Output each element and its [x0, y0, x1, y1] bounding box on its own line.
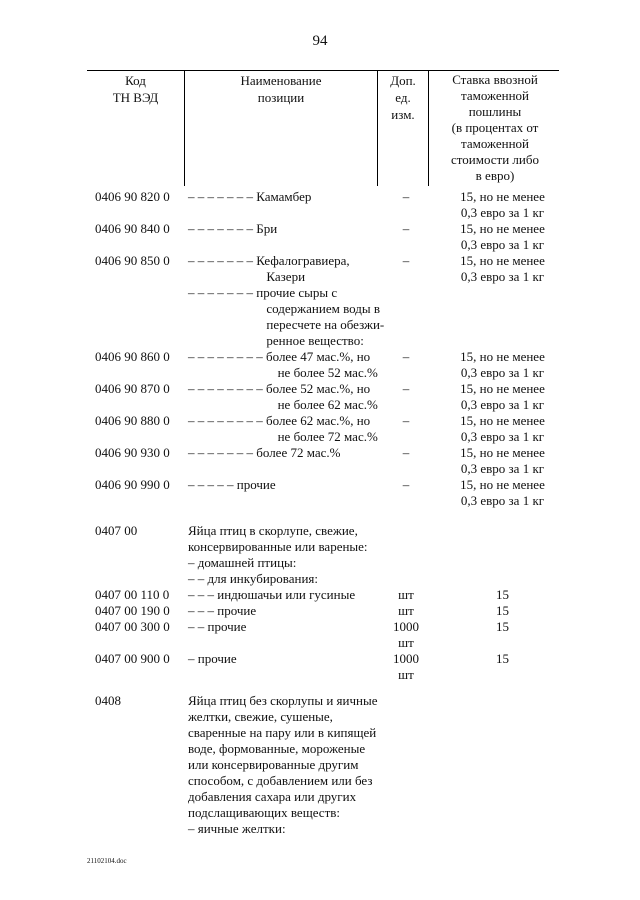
additional-unit	[381, 587, 431, 603]
additional-unit-line: –	[402, 445, 410, 460]
table-row	[0, 221, 640, 253]
additional-unit-line: 1000	[393, 651, 419, 666]
table-row	[0, 349, 640, 381]
tnved-code: 0406 90 870 0	[95, 381, 170, 396]
header-rate-line: Ставка ввозной	[452, 72, 538, 87]
position-name	[188, 587, 393, 603]
duty-rate-line: 15, но не менее	[460, 221, 545, 236]
position-name	[188, 253, 393, 285]
header-rate-line: пошлины	[468, 104, 522, 119]
position-name-line: – – – – – прочие	[188, 477, 276, 492]
duty-rate-line: 15, но не менее	[460, 189, 545, 204]
header-code-line: ТН ВЭД	[112, 90, 159, 105]
tnved-code: 0406 90 930 0	[95, 445, 170, 460]
duty-rate-line: 0,3 евро за 1 кг	[460, 269, 545, 284]
position-name	[188, 603, 393, 619]
duty-rate	[440, 221, 565, 253]
position-name-line: – – – – – – – Кефалогравиера,	[188, 253, 350, 268]
table-row	[0, 413, 640, 445]
header-rate-line: стоимости либо	[450, 152, 539, 167]
position-name-line: – – – – – – – – более 47 мас.%, но	[188, 349, 371, 364]
duty-rate-line: 0,3 евро за 1 кг	[460, 493, 545, 508]
position-name-line: – яичные желтки:	[188, 821, 286, 836]
table-row	[0, 285, 640, 349]
additional-unit-line: шт	[398, 587, 414, 602]
header-name-line: позиции	[257, 90, 305, 105]
duty-rate-line: 15, но не менее	[460, 381, 545, 396]
header-rate-line: таможенной	[461, 136, 529, 151]
position-name	[188, 349, 393, 381]
position-name	[188, 651, 393, 667]
duty-rate-line: 0,3 евро за 1 кг	[460, 461, 545, 476]
additional-unit-line: –	[402, 253, 410, 268]
position-name-line: ренное вещество:	[266, 333, 364, 348]
additional-unit-line: –	[402, 221, 410, 236]
duty-rate	[440, 603, 565, 619]
position-name-line: – – прочие	[188, 619, 247, 634]
page-number: 94	[312, 33, 328, 49]
position-name-line: консервированные или вареные:	[188, 539, 368, 554]
duty-rate-line: 15, но не менее	[460, 349, 545, 364]
duty-rate	[440, 651, 565, 667]
header-code-line: Код	[125, 73, 146, 88]
tnved-code: 0408	[95, 693, 121, 708]
position-name-line: – – – индюшачьи или гусиные	[188, 587, 356, 602]
tnved-code: 0406 90 850 0	[95, 253, 170, 268]
additional-unit	[381, 445, 431, 461]
position-name-line: – – – – – – – – более 52 мас.%, но	[188, 381, 371, 396]
table-row	[0, 477, 640, 509]
additional-unit-line: шт	[398, 603, 414, 618]
header-rate	[429, 72, 561, 184]
duty-rate	[440, 349, 565, 381]
duty-rate-line: 15	[496, 587, 509, 602]
duty-rate-line: 15, но не менее	[460, 477, 545, 492]
tnved-code: 0406 90 840 0	[95, 221, 170, 236]
duty-rate-line: 0,3 евро за 1 кг	[460, 205, 545, 220]
duty-rate-line: 0,3 евро за 1 кг	[460, 365, 545, 380]
additional-unit-line: шт	[398, 667, 414, 682]
position-name-line: – – – – – – – более 72 мас.%	[188, 445, 341, 460]
position-name-line: Яйца птиц в скорлупе, свежие,	[188, 523, 358, 538]
position-name	[188, 619, 393, 635]
additional-unit	[381, 349, 431, 365]
tnved-code: 0406 90 820 0	[95, 189, 170, 204]
tnved-code: 0406 90 990 0	[95, 477, 170, 492]
position-name-line: содержанием воды в	[266, 301, 380, 316]
header-rate-line: (в процентах от	[451, 120, 539, 135]
tnved-code: 0407 00 190 0	[95, 603, 170, 618]
position-name	[188, 413, 393, 445]
position-name-line: – – – – – – – – более 62 мас.%, но	[188, 413, 371, 428]
document-filename: 21102104.doc	[87, 857, 127, 865]
tariff-table-body	[0, 189, 640, 837]
table-row	[0, 445, 640, 477]
position-name	[188, 285, 393, 349]
duty-rate	[440, 253, 565, 285]
duty-rate-line: 15	[496, 619, 509, 634]
position-name	[188, 381, 393, 413]
duty-rate-line: 15	[496, 603, 509, 618]
additional-unit	[381, 413, 431, 429]
position-name-line: пересчете на обезжи-	[266, 317, 385, 332]
header-unit	[378, 72, 428, 123]
position-name	[188, 523, 393, 587]
header-code	[87, 72, 184, 106]
position-name-line: – прочие	[188, 651, 237, 666]
header-unit-line: ед.	[395, 90, 411, 105]
duty-rate	[440, 189, 565, 221]
additional-unit-line: –	[402, 413, 410, 428]
table-row	[0, 693, 640, 837]
position-name	[188, 693, 393, 837]
position-name-line: воде, формованные, мороженые	[188, 741, 366, 756]
additional-unit-line: –	[402, 349, 410, 364]
duty-rate	[440, 445, 565, 477]
position-name-line: Яйца птиц без скорлупы и яичные	[188, 693, 378, 708]
additional-unit	[381, 221, 431, 237]
table-row	[0, 253, 640, 285]
duty-rate-line: 15, но не менее	[460, 253, 545, 268]
additional-unit-line: –	[402, 477, 410, 492]
additional-unit	[381, 189, 431, 205]
position-name-line: – домашней птицы:	[188, 555, 297, 570]
position-name-line: – – – – – – – прочие сыры с	[188, 285, 338, 300]
table-row	[0, 523, 640, 587]
tnved-code: 0407 00 300 0	[95, 619, 170, 634]
duty-rate	[440, 619, 565, 635]
additional-unit-line: шт	[398, 635, 414, 650]
position-name	[188, 445, 393, 461]
tnved-code: 0407 00 900 0	[95, 651, 170, 666]
additional-unit	[381, 253, 431, 269]
header-unit-line: изм.	[391, 107, 415, 122]
tnved-code: 0406 90 880 0	[95, 413, 170, 428]
additional-unit-line: –	[402, 381, 410, 396]
position-name-line: не более 72 мас.%	[277, 429, 378, 444]
additional-unit-line: 1000	[393, 619, 419, 634]
table-row	[0, 651, 640, 683]
additional-unit	[381, 477, 431, 493]
duty-rate	[440, 381, 565, 413]
additional-unit-line: –	[402, 189, 410, 204]
position-name-line: Казери	[266, 269, 306, 284]
position-name-line: – – – прочие	[188, 603, 257, 618]
additional-unit	[381, 619, 431, 651]
header-unit-line: Доп.	[390, 73, 416, 88]
table-row	[0, 381, 640, 413]
table-row	[0, 587, 640, 603]
duty-rate-line: 15	[496, 651, 509, 666]
table-top-rule	[87, 70, 559, 71]
position-name	[188, 221, 393, 237]
table-row	[0, 603, 640, 619]
additional-unit	[381, 603, 431, 619]
additional-unit	[381, 381, 431, 397]
header-rate-line: в евро)	[475, 168, 515, 183]
position-name-line: – – – – – – – Бри	[188, 221, 278, 236]
tnved-code: 0406 90 860 0	[95, 349, 170, 364]
header-name	[185, 72, 377, 106]
position-name-line: не более 52 мас.%	[277, 365, 378, 380]
position-name	[188, 477, 393, 493]
position-name-line: сваренные на пару или в кипящей	[188, 725, 377, 740]
duty-rate	[440, 477, 565, 509]
position-name-line: – – – – – – – Камамбер	[188, 189, 312, 204]
position-name-line: способом, с добавлением или без	[188, 773, 373, 788]
table-row	[0, 619, 640, 651]
duty-rate-line: 0,3 евро за 1 кг	[460, 429, 545, 444]
tnved-code: 0407 00 110 0	[95, 587, 170, 602]
position-name-line: добавления сахара или других	[188, 789, 357, 804]
tnved-code: 0407 00	[95, 523, 138, 538]
table-row	[0, 189, 640, 221]
duty-rate-line: 0,3 евро за 1 кг	[460, 397, 545, 412]
header-name-line: Наименование	[240, 73, 322, 88]
position-name	[188, 189, 393, 205]
duty-rate-line: 0,3 евро за 1 кг	[460, 237, 545, 252]
duty-rate	[440, 413, 565, 445]
position-name-line: – – для инкубирования:	[188, 571, 319, 586]
duty-rate-line: 15, но не менее	[460, 413, 545, 428]
position-name-line: не более 62 мас.%	[277, 397, 378, 412]
position-name-line: подслащивающих веществ:	[188, 805, 340, 820]
position-name-line: или консервированные другим	[188, 757, 359, 772]
position-name-line: желтки, свежие, сушеные,	[188, 709, 333, 724]
additional-unit	[381, 651, 431, 683]
header-rate-line: таможенной	[461, 88, 529, 103]
duty-rate	[440, 587, 565, 603]
duty-rate-line: 15, но не менее	[460, 445, 545, 460]
